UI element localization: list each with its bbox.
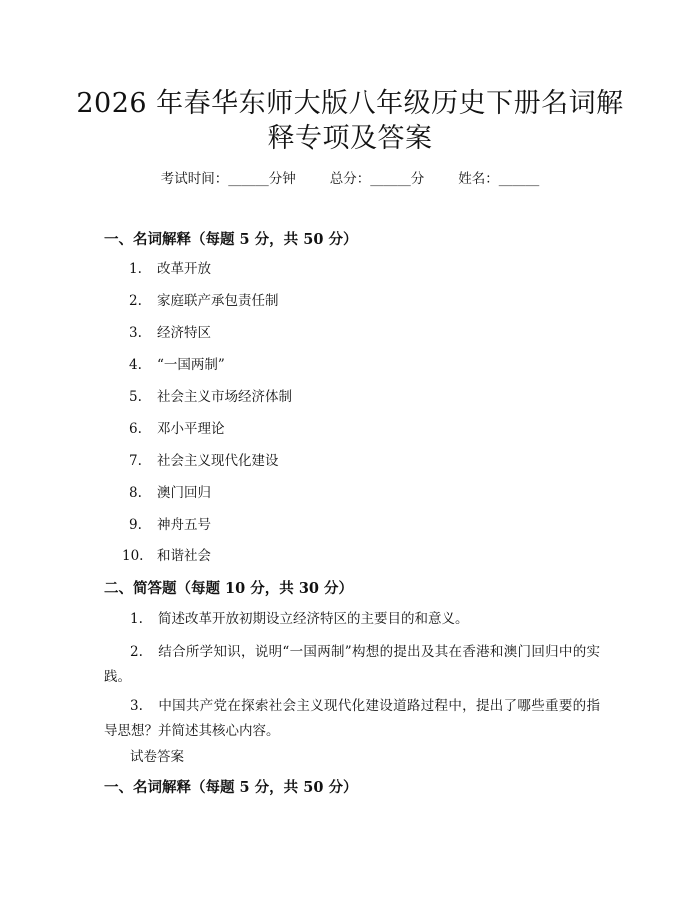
term-text: 和谐社会 (157, 548, 211, 564)
exam-meta-line (0, 169, 700, 189)
term-text: “一国两制” (157, 357, 225, 373)
short-answer-question (104, 694, 600, 744)
question-text: 中国共产党在探索社会主义现代化建设道路过程中，提出了哪些重要的指导思想？并简述其核心内容。 (104, 698, 600, 739)
question-number: 2. (130, 644, 143, 660)
term-text: 社会主义现代化建设 (157, 453, 279, 469)
term-number: 7. (129, 453, 142, 469)
term-number: 4. (129, 357, 142, 373)
term-text: 改革开放 (157, 261, 211, 277)
document-title-line-2: 释专项及答案 (267, 123, 433, 154)
total-score-label: 总分： (329, 171, 371, 187)
name-blank: ______ (498, 171, 540, 187)
total-score-unit: 分 (410, 171, 425, 187)
term-number: 6. (129, 421, 142, 437)
term-number: 2. (129, 293, 142, 309)
short-answer-question (104, 607, 600, 632)
term-number: 3. (129, 325, 142, 341)
total-score-blank: ______ (370, 171, 411, 187)
question-number: 1. (130, 611, 143, 627)
question-text: 结合所学知识，说明“一国两制”构想的提出及其在香港和澳门回归中的实践。 (104, 644, 600, 685)
question-number: 3. (130, 698, 143, 714)
term-number: 9. (129, 517, 142, 533)
exam-time-blank: ______ (228, 171, 269, 187)
term-number: 1. (129, 261, 142, 277)
answer-section-1-heading: 一、名词解释（每题 5 分，共 50 分） (104, 779, 358, 796)
exam-time-unit: 分钟 (268, 171, 296, 187)
name-label: 姓名： (458, 171, 499, 187)
term-text: 澳门回归 (157, 485, 211, 501)
term-number: 5. (129, 389, 142, 405)
section-2-heading: 二、简答题（每题 10 分，共 30 分） (104, 580, 354, 597)
term-text: 家庭联产承包责任制 (157, 293, 279, 309)
document-title-line-1: 2026 年春华东师大版八年级历史下册名词解 (76, 88, 624, 119)
term-text: 神舟五号 (157, 517, 211, 533)
exam-time-label: 考试时间： (160, 171, 229, 187)
term-number: 10. (122, 548, 144, 564)
term-text: 邓小平理论 (157, 421, 225, 437)
short-answer-question (104, 640, 600, 690)
term-number: 8. (129, 485, 142, 501)
term-text: 经济特区 (157, 325, 211, 341)
section-1-heading: 一、名词解释（每题 5 分，共 50 分） (104, 231, 358, 248)
answer-key-label: 试卷答案 (130, 749, 184, 765)
term-text: 社会主义市场经济体制 (157, 389, 292, 405)
question-text: 简述改革开放初期设立经济特区的主要目的和意义。 (158, 611, 469, 627)
